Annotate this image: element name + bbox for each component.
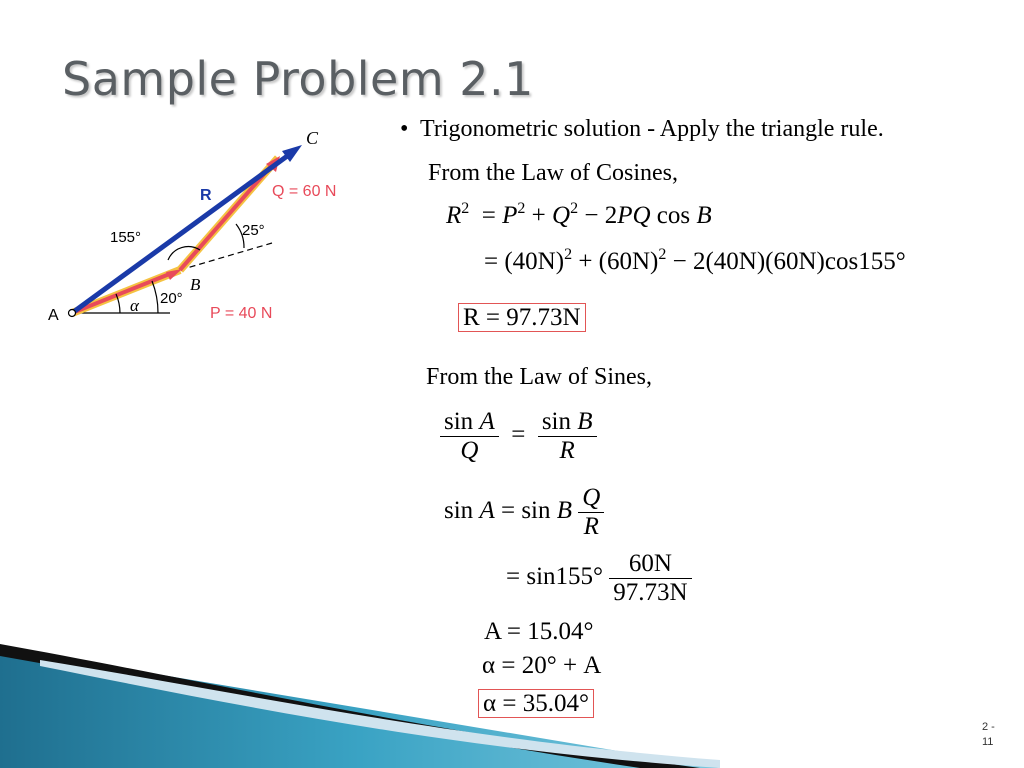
label-a: A — [48, 307, 59, 324]
bullet-text: Trigonometric solution - Apply the triangle rule. — [420, 116, 884, 142]
footer-swoosh — [0, 600, 720, 768]
eq-a-result: A = 15.04° — [484, 618, 594, 645]
eq-cosine-law: $R^2 = P^2 + Q^2 - 2PQ$ cos B — [446, 200, 712, 229]
label-alpha: α — [130, 296, 139, 315]
frac-denominator: 97.73N — [609, 578, 691, 607]
twenty-arc — [152, 281, 158, 313]
label-p: P = 40 N — [210, 305, 273, 322]
label-b: B — [190, 275, 201, 294]
label-155: 155° — [110, 229, 142, 246]
r-result-box: R = 97.73N — [458, 303, 586, 332]
frac-numerator: 60N — [628, 550, 672, 577]
eq-cosine-substitution: = $(40N)^2 + (60N)^2 - 2(40N)(60N)\cos 155^\circ$ — [484, 246, 906, 275]
slide-title: Sample Problem 2.1 — [62, 52, 534, 106]
eq-sin-a: sin A = sin B $\frac{Q}{R}$ — [444, 484, 604, 541]
label-c: C — [306, 128, 319, 148]
label-r: R — [200, 187, 212, 204]
label-25: 25° — [242, 222, 265, 239]
alpha-result-box: α = 35.04° — [478, 689, 594, 718]
law-of-cosines-intro: From the Law of Cosines, — [428, 160, 678, 186]
label-20: 20° — [160, 290, 183, 307]
eq-alpha-sum: α = 20° + A — [482, 652, 602, 679]
bullet-dot: • — [400, 116, 409, 142]
slide-number-line1: 2 - — [982, 721, 995, 733]
bullet-trig-solution — [400, 116, 884, 143]
eq-sin-a-substitution: = sin155° $\frac{60N}{97.73N}$ — [506, 550, 692, 607]
slide-number — [982, 720, 995, 750]
law-of-sines-intro: From the Law of Sines, — [426, 364, 652, 390]
eq-sine-law: $\frac{\text{sin A}}{Q}$ = $\frac{\text{sin B}}{R}$ — [440, 408, 597, 465]
point-a — [69, 310, 76, 317]
q-vector — [180, 165, 272, 270]
slide-number-line2: 11 — [982, 736, 994, 748]
label-q: Q = 60 N — [272, 183, 337, 200]
eq-r-result — [458, 304, 586, 332]
vector-triangle-diagram — [40, 120, 380, 350]
